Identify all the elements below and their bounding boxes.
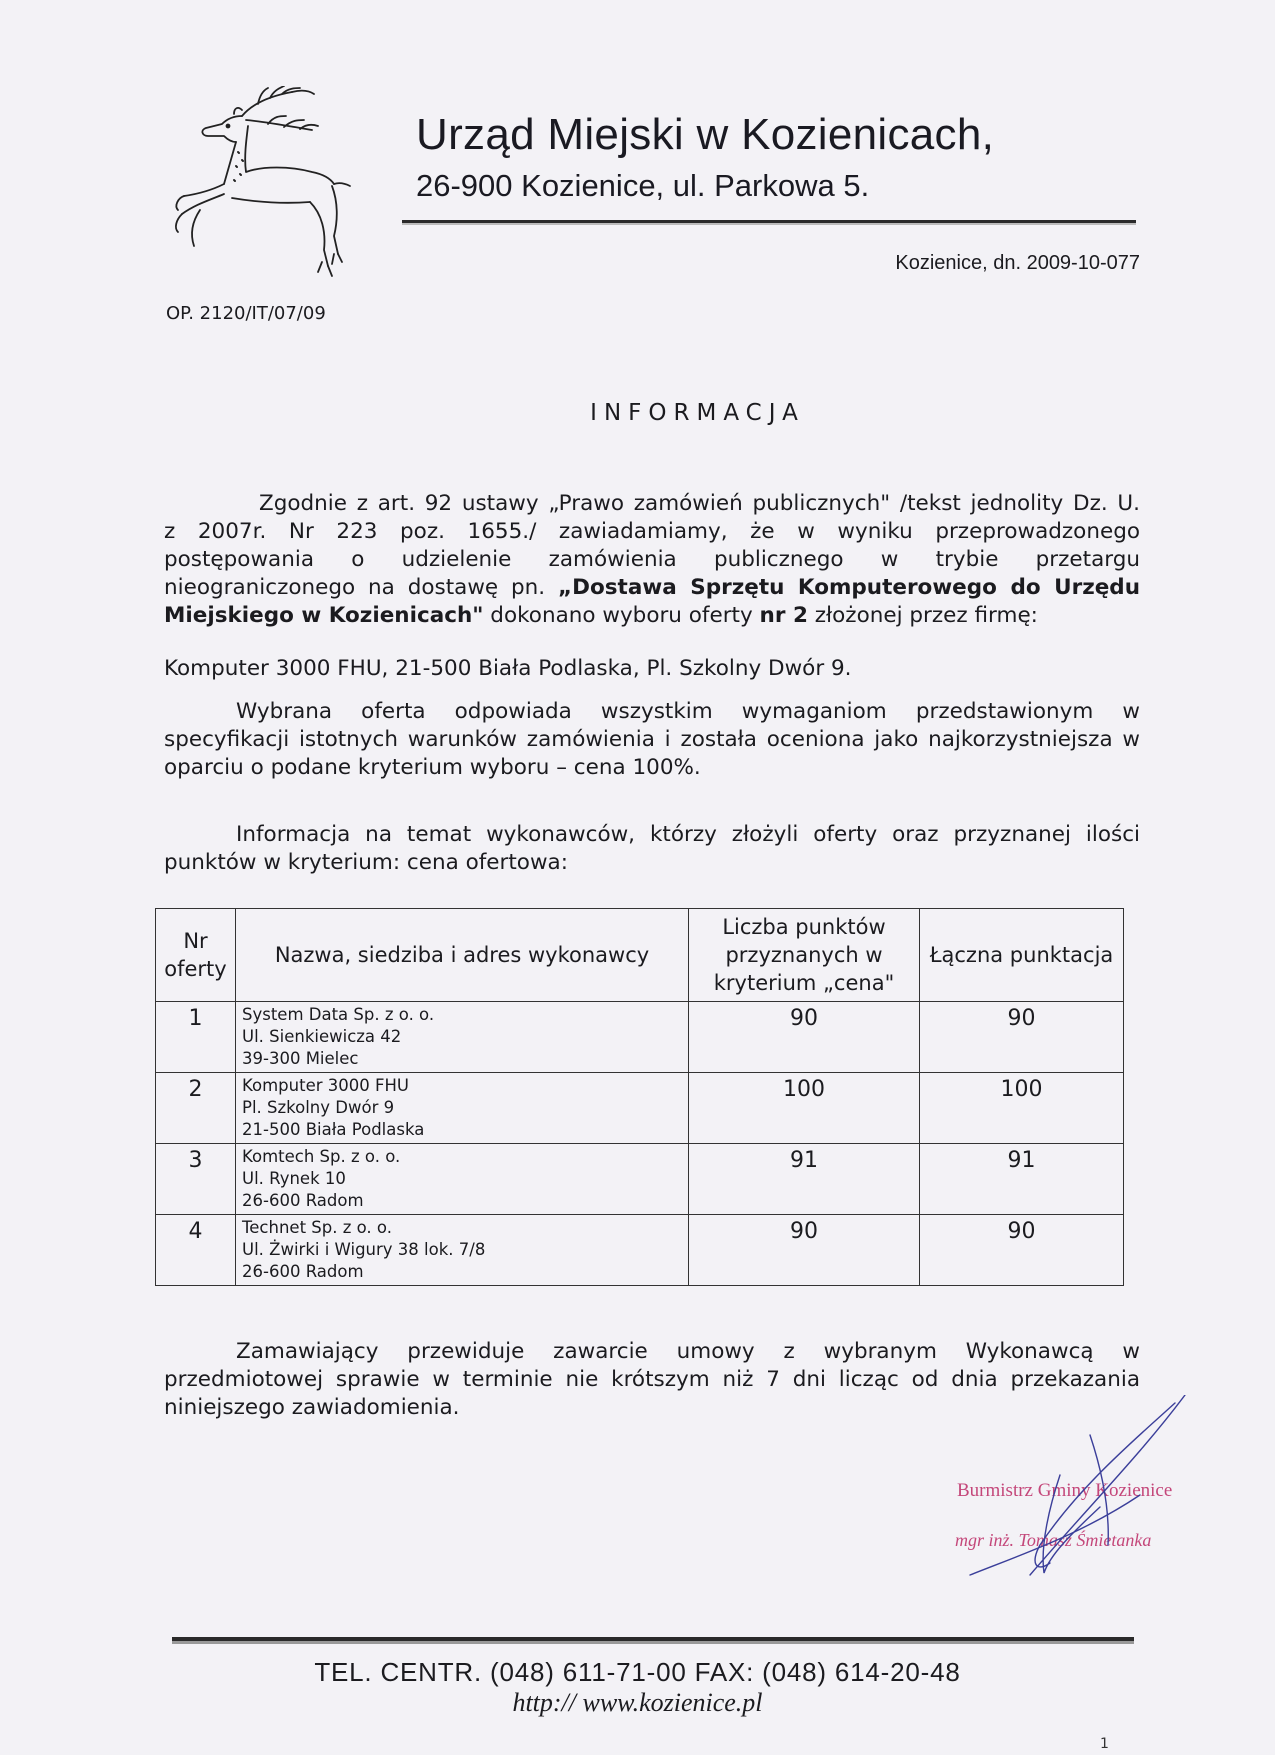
total-cell: 100 (920, 1073, 1124, 1144)
total-cell: 90 (920, 1002, 1124, 1073)
text-line: Zamawiający przewiduje zawarcie umowy z wybranym Wykonawcą w (236, 1339, 1140, 1364)
text-fragment: złożonej przez firmę: (807, 603, 1038, 628)
table-row (156, 1002, 1124, 1073)
header-total: Łączna punktacja (920, 909, 1124, 1002)
deer-emblem-icon (172, 86, 382, 296)
footer-phone: TEL. CENTR. (048) 611-71-00 FAX: (048) 614-20-48 (314, 1657, 961, 1687)
points-cell: 91 (689, 1144, 920, 1215)
table-header-row (156, 909, 1124, 1002)
header-offer-number: Nr oferty (156, 909, 236, 1002)
stamp-line-title: Burmistrz Gminy Kozienice (957, 1480, 1173, 1501)
contractor-cell: System Data Sp. z o. o. Ul. Sienkiewicza 42 39-300 Mielec (236, 1002, 689, 1073)
offer-number-cell: 1 (156, 1002, 236, 1073)
total-cell: 90 (920, 1215, 1124, 1286)
text-fragment: dokonano wyboru oferty (483, 603, 760, 628)
points-cell: 90 (689, 1215, 920, 1286)
page-number: 1 (1100, 1736, 1109, 1752)
offer-number-cell: 4 (156, 1215, 236, 1286)
tender-name-part1: „Dostawa Sprzętu Komputerowego do Urzędu (558, 575, 1140, 600)
points-cell: 100 (689, 1073, 920, 1144)
organization-address: 26-900 Kozienice, ul. Parkowa 5. (416, 168, 870, 203)
reference-number: OP. 2120/IT/07/09 (166, 303, 326, 324)
text-line: Informacja na temat wykonawców, którzy złożyli oferty oraz przyznanej ilości (236, 822, 1140, 847)
offer-number-cell: 2 (156, 1073, 236, 1144)
offer-number: nr 2 (759, 603, 808, 628)
offer-number-cell: 3 (156, 1144, 236, 1215)
total-cell: 91 (920, 1144, 1124, 1215)
points-cell: 90 (689, 1002, 920, 1073)
text-line: niniejszego zawiadomienia. (164, 1395, 460, 1420)
header-divider (402, 220, 1136, 223)
selected-firm: Komputer 3000 FHU, 21-500 Biała Podlaska, Pl. Szkolny Dwór 9. (164, 656, 852, 681)
offers-table (155, 908, 1124, 1286)
document-title: INFORMACJA (590, 400, 805, 426)
contractor-cell: Komtech Sp. z o. o. Ul. Rynek 10 26-600 Radom (236, 1144, 689, 1215)
text-line: Zgodnie z art. 92 ustawy „Prawo zamówień publicznych" /tekst jednolity Dz. U. (259, 491, 1140, 516)
footer-website: http:// www.kozienice.pl (512, 1688, 763, 1717)
text-line: oparciu o podane kryterium wyboru – cena 100%. (164, 755, 701, 780)
text-fragment: nieograniczonego na dostawę pn. (164, 575, 559, 600)
text-line: Wybrana oferta odpowiada wszystkim wymaganiom przedstawionym w (236, 699, 1140, 724)
paragraph-intro (164, 490, 1140, 630)
document-date: Kozienice, dn. 2009-10-077 (895, 252, 1140, 274)
text-line: punktów w kryterium: cena ofertowa: (164, 850, 568, 875)
contractor-cell: Technet Sp. z o. o. Ul. Żwirki i Wigury 38 lok. 7/8 26-600 Radom (236, 1215, 689, 1286)
header-contractor: Nazwa, siedziba i adres wykonawcy (236, 909, 689, 1002)
tender-name-part2: Miejskiego w Kozienicach" (164, 603, 484, 628)
stamp-line-name: mgr inż. Tomasz Śmietanka (955, 1530, 1152, 1550)
handwritten-signature (940, 1395, 1200, 1595)
table-row (156, 1215, 1124, 1286)
text-line (164, 574, 1140, 602)
table-row (156, 1073, 1124, 1144)
contractor-cell: Komputer 3000 FHU Pl. Szkolny Dwór 9 21-500 Biała Podlaska (236, 1073, 689, 1144)
header-points: Liczba punktów przyznanych w kryterium „cena" (689, 909, 920, 1002)
text-line: z 2007r. Nr 223 poz. 1655./ zawiadamiamy, że w wyniku przeprowadzonego (164, 519, 1140, 544)
text-line (164, 602, 1140, 630)
text-line: specyfikacji istotnych warunków zamówienia i została oceniona jako najkorzystniejsza w (164, 727, 1140, 752)
table-row (156, 1144, 1124, 1215)
text-line: przedmiotowej sprawie w terminie nie krótszym niż 7 dni licząc od dnia przekazania (164, 1367, 1140, 1392)
footer-divider (172, 1637, 1134, 1641)
paragraph-evaluation (164, 698, 1140, 782)
organization-name: Urząd Miejski w Kozienicach, (416, 110, 995, 159)
text-line: postępowania o udzielenie zamówienia publicznego w trybie przetargu (164, 547, 1140, 572)
paragraph-contractors (164, 821, 1140, 877)
